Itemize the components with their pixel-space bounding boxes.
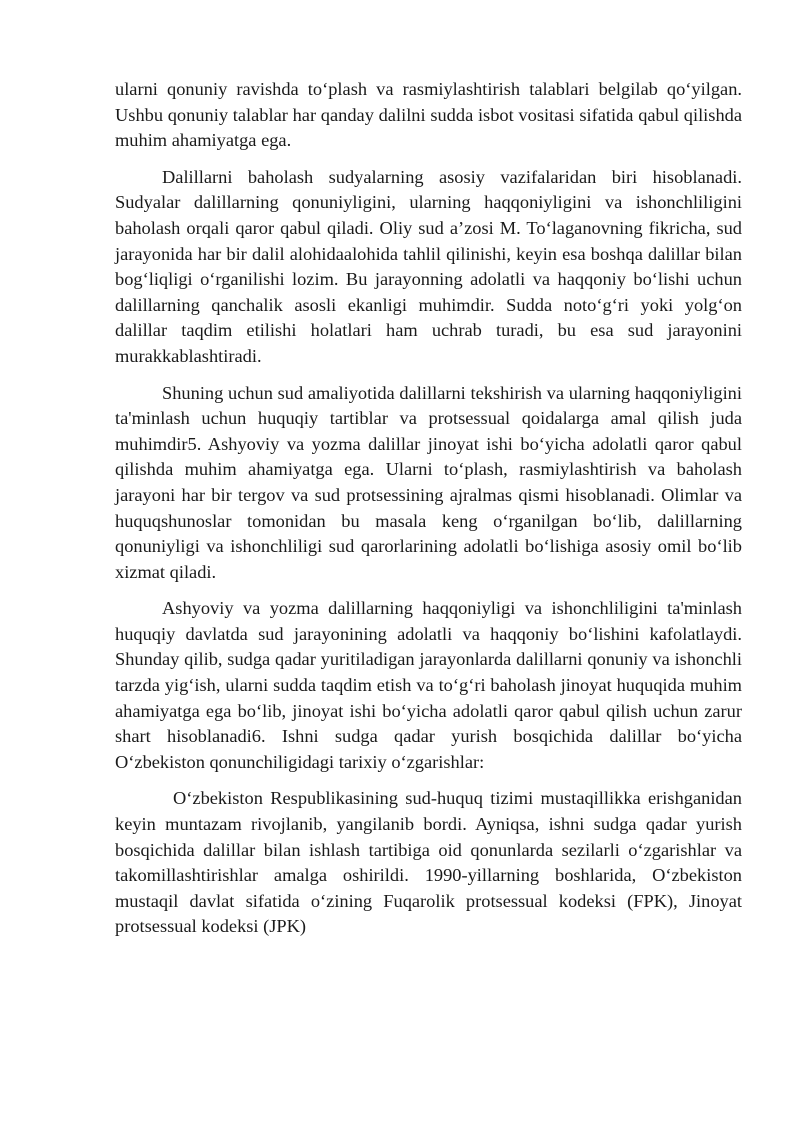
paragraph-1: ularni qonuniy ravishda to‘plash va rasmiylashtirish talablari belgilab qo‘yilgan. Ushbu qonuniy talablar har qanday dalilni sudda isbot vositasi sifatida qabul qilishda muhim ahamiyatga ega. bbox=[115, 79, 742, 151]
paragraph-5: O‘zbekiston Respublikasining sud-huquq tizimi mustaqillikka erishganidan keyin muntazam rivojlanib, yangilanib bordi. Ayniqsa, ishni sudga qadar yurish bosqichida dalillar bilan ishlash tartibiga oid qonunlarda sezilarli o‘zgarishlar va takomillashtirishlar amalga oshirildi. 1990-yillarning boshlarida, O‘zbekiston mustaqil davlat sifatida o‘zining Fuqarolik protsessual kodeksi (FPK), Jinoyat protsessual kodeksi (JPK) bbox=[115, 788, 742, 937]
paragraph-4: Ashyoviy va yozma dalillarning haqqoniyligi va ishonchliligini ta'minlash huquqiy davlatda sud jarayonining adolatli va haqqoniy bo‘lishini kafolatlaydi. Shunday qilib, sudga qadar yuritiladigan jarayonlarda dalillarni qonuniy va ishonchli tarzda yig‘ish, ularni sudda taqdim etish va to‘g‘ri baholash jinoyat huquqida muhim ahamiyatga ega bo‘lib, jinoyat ishi bo‘yicha adolatli qaror qabul qilish uchun zarur shart hisoblanadi6. Ishni sudga qadar yurish bosqichida dalillar bo‘yicha O‘zbekiston qonunchiligidagi tarixiy o‘zgarishlar: bbox=[115, 598, 742, 772]
paragraph-2: Dalillarni baholash sudyalarning asosiy vazifalaridan biri hisoblanadi. Sudyalar dalillarning qonuniyligini, ularning haqqoniyligini va ishonchliligini baholash orqali qaror qabul qiladi. Oliy sud a’zosi M. To‘laganovning fikricha, sud jarayonida har bir dalil alohidaalohida tahlil qilinishi, keyin esa boshqa dalillar bilan bog‘liqligi o‘rganilishi lozim. Bu jarayonning adolatli va haqqoniy bo‘lishi uchun dalillarning qanchalik asosli ekanligi muhimdir. Sudda noto‘g‘ri yoki yolg‘on dalillar taqdim etilishi holatlari ham uchrab turadi, bu esa sud jarayonini murakkablashtiradi. bbox=[115, 166, 742, 366]
paragraph-3: Shuning uchun sud amaliyotida dalillarni tekshirish va ularning haqqoniyligini ta'minlash uchun huquqiy tartiblar va protsessual qoidalarga amal qilish juda muhimdir5. Ashyoviy va yozma dalillar jinoyat ishi bo‘yicha adolatli qaror qabul qilishda muhim ahamiyatga ega. Ularni to‘plash, rasmiylashtirish va baholash jarayoni har bir tergov va sud protsessining ajralmas qismi hisoblanadi. Olimlar va huquqshunoslar tomonidan bu masala keng o‘rganilgan bo‘lib, dalillarning qonuniyligi va ishonchliligi sud qarorlarining adolatli bo‘lishiga asosiy omil bo‘lib xizmat qiladi. bbox=[115, 382, 742, 582]
document-page bbox=[115, 77, 742, 951]
